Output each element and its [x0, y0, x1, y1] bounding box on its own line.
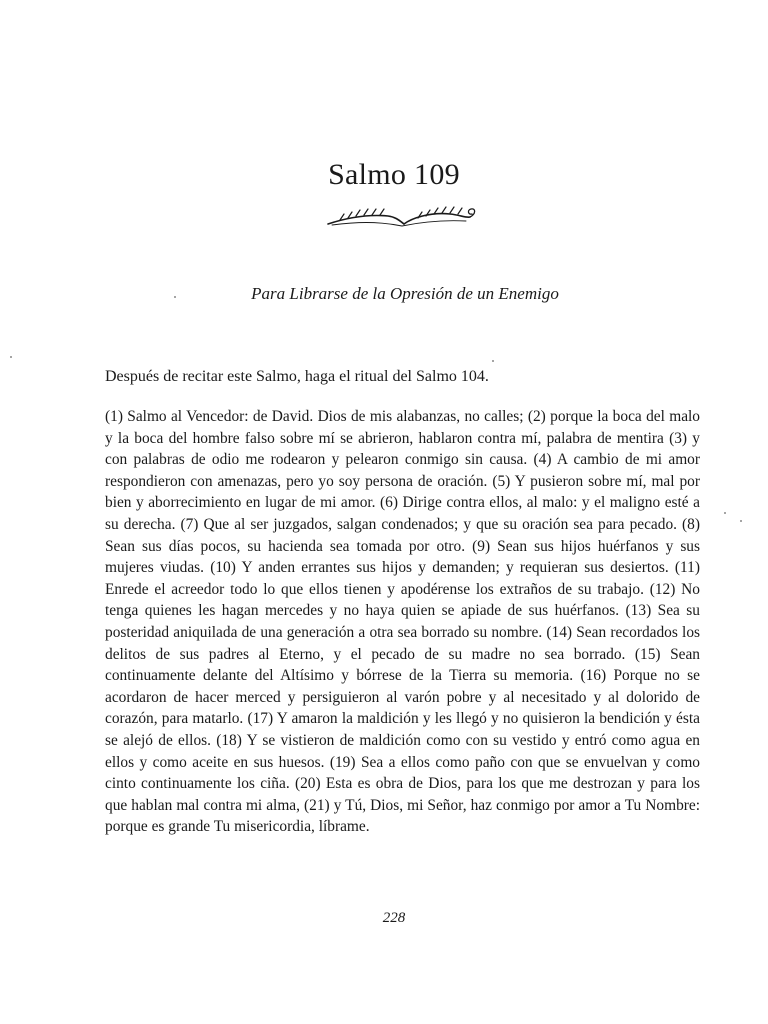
scan-speck — [724, 512, 726, 514]
scan-speck — [492, 360, 494, 362]
decorative-flourish-icon — [326, 204, 478, 230]
psalm-body: (1) Salmo al Vencedor: de David. Dios de mis alabanzas, no calles; (2) porque la boca del malo y la boca del hombre falso sobre mí se abrieron, hablaron contra mí, palabra de mentira (3) y con palabras de odio me rodearon y pelearon conmigo sin causa. (4) A cambio de mi amor respondieron con amenazas, pero yo soy persona de oración. (5) Y pusieron sobre mí, mal por bien y aborrecimiento en lugar de mi amor. (6) Dirige contra ellos, al malo: y el maligno esté a su derecha. (7) Que al ser juzgados, salgan condenados; y que su oración sea para pecado. (8) Sean sus días pocos, su hacienda sea tomada por otro. (9) Sean sus hijos huérfanos y sus mujeres viudas. (10) Y anden errantes sus hijos y demanden; y requieran sus desiertos. (11) Enrede el acreedor todo lo que ellos tienen y apodérense los extraños de su trabajo. (12) No tenga quienes les hagan mercedes y no haya quien se apiade de sus huérfanos. (13) Sea su posteridad aniquilada de una generación a otra sea borrado su nombre. (14) Sean recordados los delitos de sus padres al Eterno, y el pecado de su madre no sea borrado. (15) Sean continuamente delante del Altísimo y bórrese de la Tierra su memoria. (16) Porque no se acordaron de hacer merced y persiguieron al varón pobre y al necesitado y al dolorido de corazón, para matarlo. (17) Y amaron la maldición y les llegó y no quisieron la bendición y ésta se alejó de ellos. (18) Y se vistieron de maldición como con su vestido y entró como agua en ellos y como aceite en sus huesos. (19) Sea a ellos como paño con que se envuelvan y como cinto continuamente los ciña. (20) Esta es obra de Dios, para los que me destrozan y para los que hablan mal contra mi alma, (21) y Tú, Dios, mi Señor, haz conmigo por amor a Tu Nombre: porque es grande Tu misericordia, líbrame. — [105, 408, 700, 836]
scan-speck — [740, 520, 742, 522]
intro-paragraph: Después de recitar este Salmo, haga el ritual del Salmo 104. — [105, 368, 489, 385]
scan-speck — [174, 296, 176, 298]
page-number: 228 — [382, 910, 406, 926]
page-subtitle: Para Librarse de la Opresión de un Enemigo — [251, 284, 559, 303]
scan-speck — [10, 356, 12, 358]
page-title: Salmo 109 — [328, 158, 460, 191]
